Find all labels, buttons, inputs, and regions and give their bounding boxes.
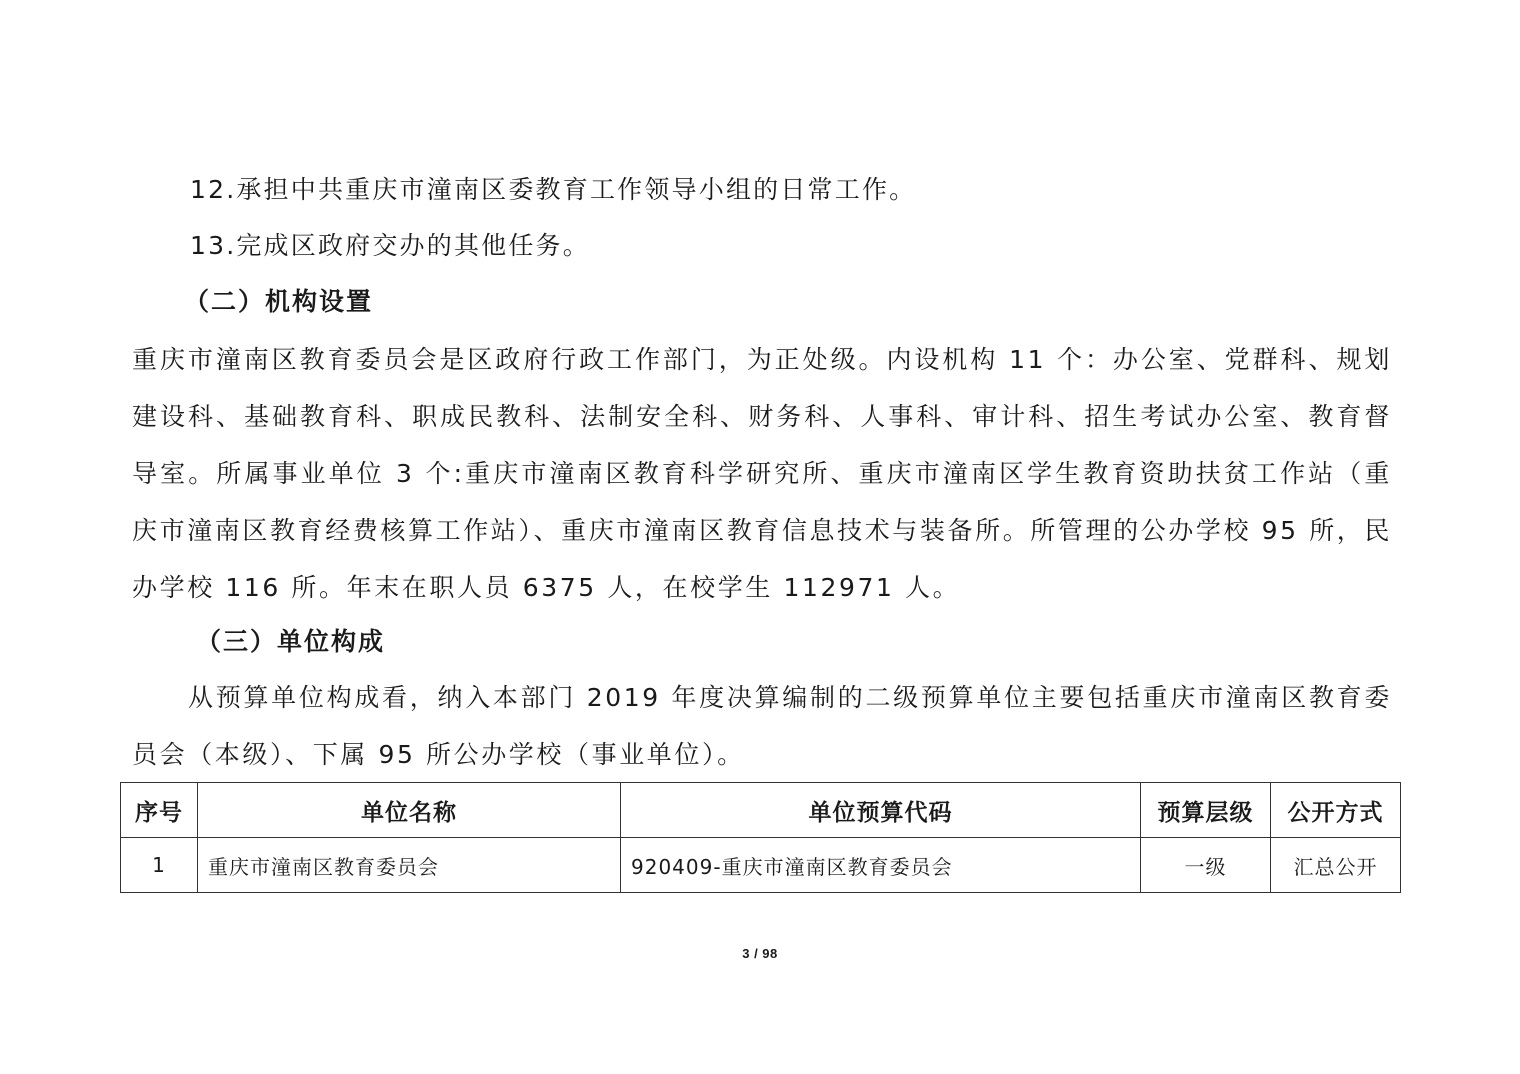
page-number: 3 / 98	[742, 946, 778, 961]
paragraph-item-12: 12.承担中共重庆市潼南区委教育工作领导小组的日常工作。	[190, 175, 917, 204]
cell-disclosure-method: 汇总公开	[1271, 838, 1401, 893]
column-header-budget-level: 预算层级	[1141, 783, 1271, 838]
section-heading-unit-composition: （三）单位构成	[196, 627, 386, 656]
paragraph-org-description: 重庆市潼南区教育委员会是区政府行政工作部门，为正处级。内设机构 11 个：办公室、党群科、规划建设科、基础教育科、职成民教科、法制安全科、财务科、人事科、审计科、招生考试办公室、教育督导室。所属事业单位 3 个:重庆市潼南区教育科学研究所、重庆市潼南区学生教育资助扶贫工作站（重庆市潼南区教育经费核算工作站）、重庆市潼南区教育信息技术与装备所。所管理的公办学校 95 所，民办学校 116 所。年末在职人员 6375 人，在校学生 112971 人。	[132, 345, 1393, 602]
table-header-row	[121, 783, 1401, 838]
section-heading-org-structure: （二）机构设置	[184, 287, 374, 316]
column-header-unit-name: 单位名称	[198, 783, 621, 838]
budget-units-table	[120, 782, 1401, 893]
paragraph-item-13: 13.完成区政府交办的其他任务。	[190, 231, 590, 260]
table-row	[121, 838, 1401, 893]
cell-budget-level: 一级	[1141, 838, 1271, 893]
cell-unit-name: 重庆市潼南区教育委员会	[198, 838, 621, 893]
column-header-budget-code: 单位预算代码	[621, 783, 1141, 838]
paragraph-unit-composition: 从预算单位构成看，纳入本部门 2019 年度决算编制的二级预算单位主要包括重庆市潼南区教育委员会（本级）、下属 95 所公办学校（事业单位）。	[132, 683, 1392, 769]
cell-index: 1	[121, 838, 198, 893]
cell-budget-code: 920409-重庆市潼南区教育委员会	[621, 838, 1141, 893]
column-header-disclosure-method: 公开方式	[1271, 783, 1401, 838]
column-header-index: 序号	[121, 783, 198, 838]
